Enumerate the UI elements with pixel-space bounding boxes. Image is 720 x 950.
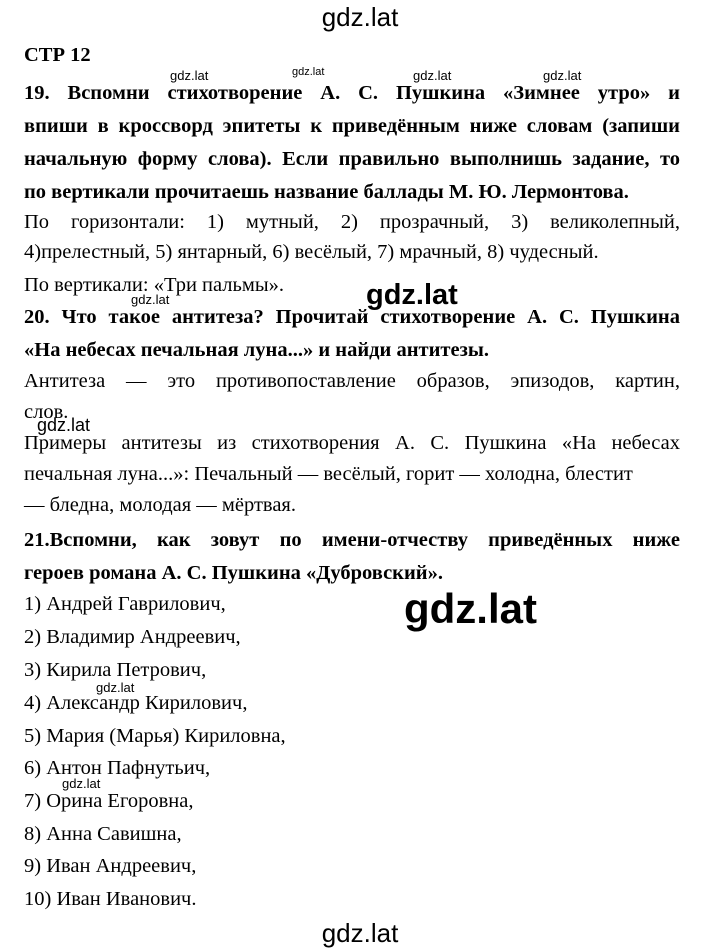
watermark: gdz.lat xyxy=(413,68,452,83)
watermark: gdz.lat xyxy=(62,776,101,791)
task21-answer-item: 9) Иван Андреевич, xyxy=(24,855,197,877)
watermark-top: gdz.lat xyxy=(321,2,399,32)
task19-question-line: по вертикали прочитаешь название баллады М. Ю. Лермонтова. xyxy=(24,181,629,203)
task21-answer-item: 5) Мария (Марья) Кириловна, xyxy=(24,725,286,747)
watermark: gdz.lat xyxy=(366,279,458,311)
task19-question-line: 19. Вспомни стихотворение А. С. Пушкина «Зимнее утро» и xyxy=(24,82,680,104)
task20-question-line: «На небесах печальная луна...» и найди антитезы. xyxy=(24,339,489,361)
task20-answer-line: слов. xyxy=(24,401,69,423)
task21-question-line: 21.Вспомни, как зовут по имени-отчеству приведённых ниже xyxy=(24,529,680,551)
watermark: gdz.lat xyxy=(131,292,170,307)
watermark-bottom: gdz.lat xyxy=(321,918,399,948)
watermark: gdz.lat xyxy=(37,415,91,435)
task21-question-line: героев романа А. С. Пушкина «Дубровский». xyxy=(24,562,443,584)
watermark: gdz.lat xyxy=(170,68,209,83)
task19-question-line: впиши в кроссворд эпитеты к приведённым ниже словам (запиши xyxy=(24,115,680,137)
task19-answer-line: По горизонтали: 1) мутный, 2) прозрачный, 3) великолепный, xyxy=(24,211,680,233)
task20-answer-line: Антитеза — это противопоставление образов, эпизодов, картин, xyxy=(24,370,680,392)
task21-answer-item: 7) Орина Егоровна, xyxy=(24,790,194,812)
task21-answer-item: 1) Андрей Гаврилович, xyxy=(24,593,226,615)
watermark-large: gdz.lat xyxy=(404,585,537,632)
page-title: СТР 12 xyxy=(24,44,91,66)
task21-answer-item: 8) Анна Савишна, xyxy=(24,823,182,845)
task19-question-line: начальную форму слова). Если правильно выполнишь задание, то xyxy=(24,148,680,170)
task21-answer-item: 2) Владимир Андреевич, xyxy=(24,626,241,648)
task21-answer-item: 3) Кирила Петрович, xyxy=(24,659,207,681)
task21-answer-item: 10) Иван Иванович. xyxy=(24,888,197,910)
task20-question-line: 20. Что такое антитеза? Прочитай стихотворение А. С. Пушкина xyxy=(24,306,680,328)
task21-answer-item: 4) Александр Кирилович, xyxy=(24,692,248,714)
task20-answer-line: Примеры антитезы из стихотворения А. С. Пушкина «На небесах xyxy=(24,432,680,454)
task20-answer-line: — бледна, молодая — мёртвая. xyxy=(24,494,296,516)
task20-answer-line: печальная луна...»: Печальный — весёлый, горит — холодна, блестит xyxy=(24,463,633,485)
watermark: gdz.lat xyxy=(292,66,325,78)
task21-answer-item: 6) Антон Пафнутьич, xyxy=(24,757,211,779)
task19-answer-line: 4)прелестный, 5) янтарный, 6) весёлый, 7) мрачный, 8) чудесный. xyxy=(24,241,599,263)
task19-answer-line: По вертикали: «Три пальмы». xyxy=(24,274,284,296)
watermark: gdz.lat xyxy=(543,68,582,83)
watermark: gdz.lat xyxy=(96,680,135,695)
